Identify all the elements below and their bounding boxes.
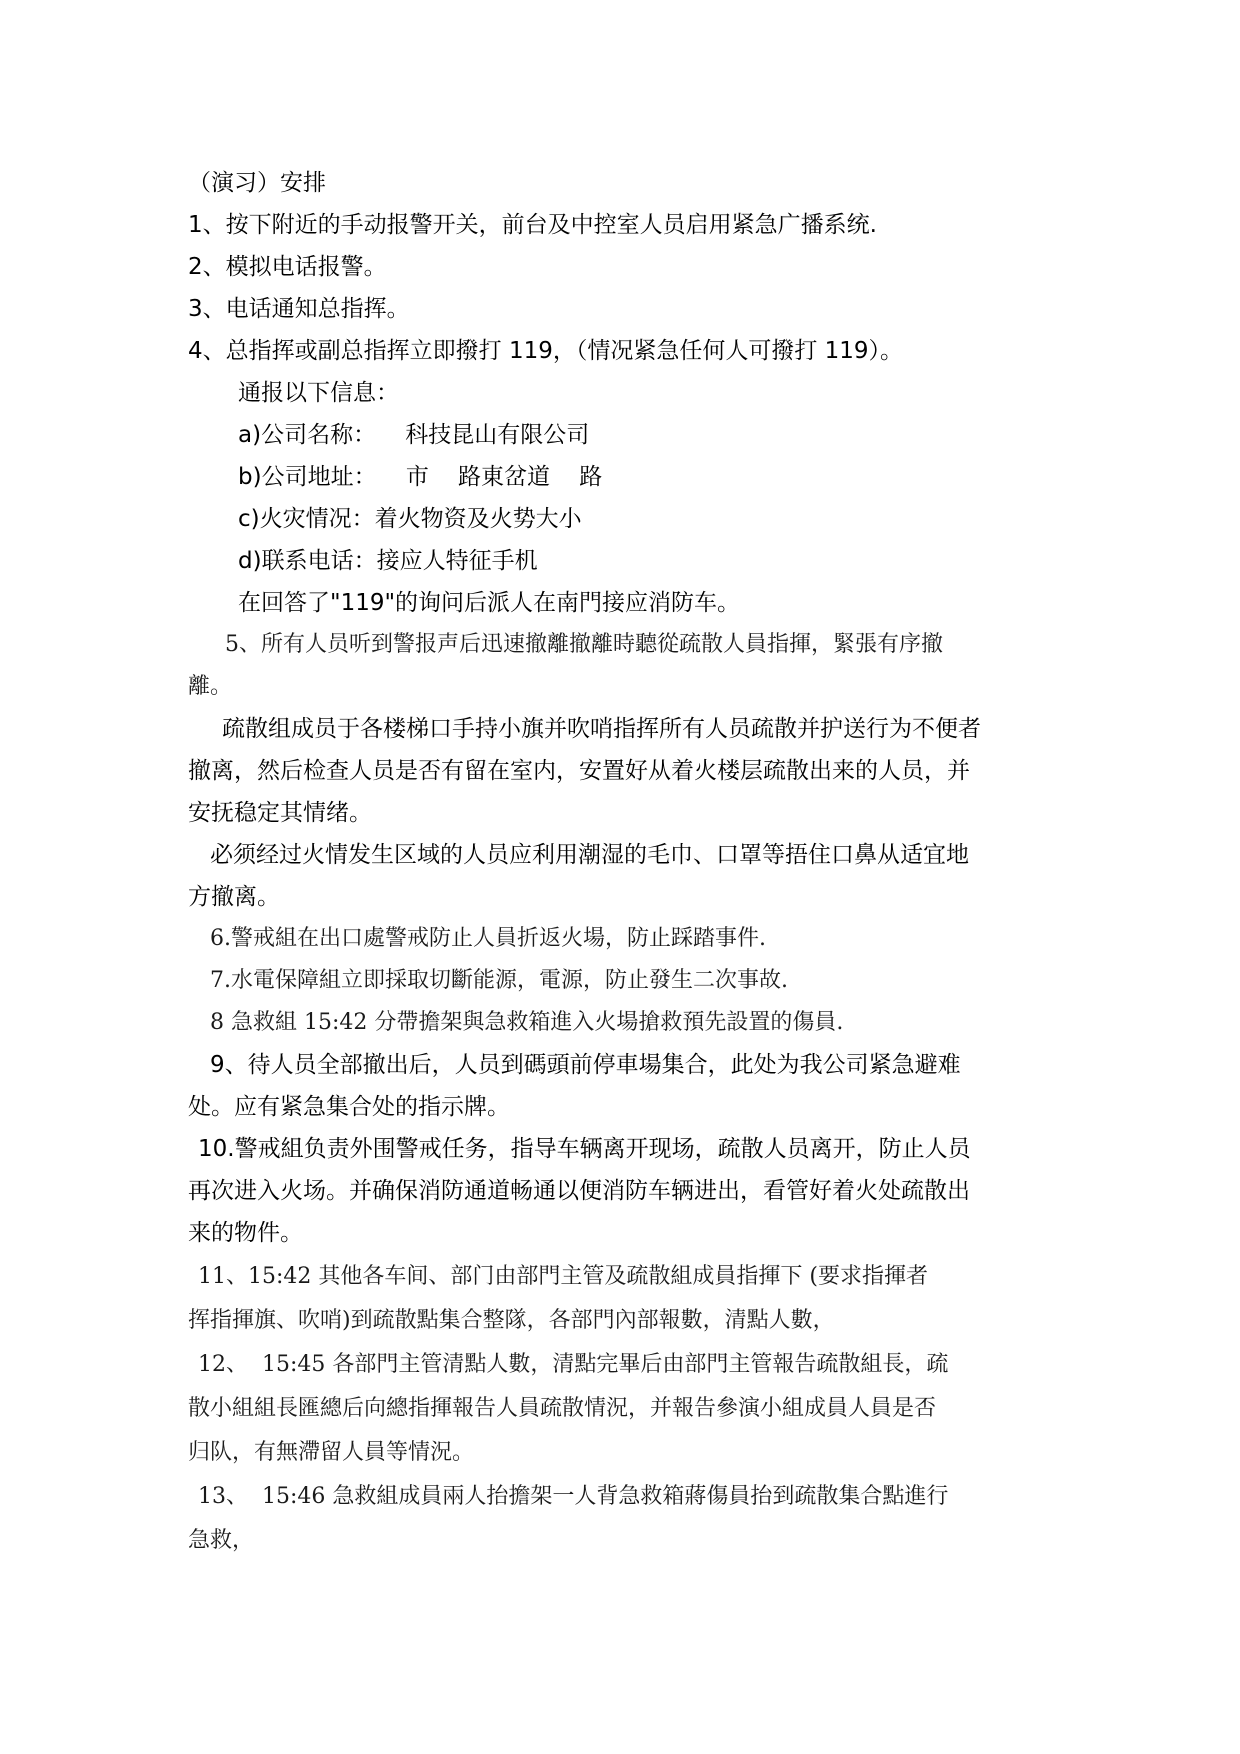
step-12-line-3: 归队，有無滯留人員等情況。 [188,1440,475,1465]
step-4: 4、总指挥或副总指挥立即撥打 119，（情况紧急任何人可撥打 119）。 [188,338,904,364]
step-2: 2、模拟电话报警。 [188,254,387,280]
step-1: 1、按下附近的手动报警开关，前台及中控室人员启用紧急广播系统. [188,212,877,238]
report-info-heading: 通报以下信息： [238,380,399,406]
report-contact-phone: d)联系电话：接应人特征手机 [238,548,538,574]
step-5-line-2: 離。 [188,674,233,699]
step-12-line-1: 12、 15:45 各部門主管清點人數，清點完畢后由部門主管報告疏散組長，疏 [198,1352,949,1377]
hazard-area-line-2: 方撤离。 [188,884,280,910]
step-5-line-1: 5、所有人员听到警报声后迅速撤離撤離時聽從疏散人員指揮，緊張有序撤 [225,632,943,657]
report-receive-truck: 在回答了"119"的询问后派人在南門接应消防车。 [238,590,741,616]
step-10-line-3: 来的物件。 [188,1220,303,1246]
step-11-line-1: 11、15:42 其他各车间、部门由部門主管及疏散組成員指揮下 (要求指揮者 [198,1264,928,1289]
step-3: 3、电话通知总指挥。 [188,296,410,322]
hazard-area-line-1: 必须经过火情发生区域的人员应利用潮湿的毛巾、口罩等捂住口鼻从适宜地 [210,842,969,868]
step-10-line-1: 10.警戒組负责外围警戒任务，指导车辆离开现场，疏散人员离开，防止人员 [198,1136,971,1162]
step-7: 7.水電保障組立即採取切斷能源，電源，防止發生二次事故. [210,968,788,993]
report-company-name: a)公司名称： 科技昆山有限公司 [238,422,590,448]
step-12-line-2: 散小組組長匯總后向總指揮報告人員疏散情況，并報告參演小組成員人員是否 [188,1396,937,1421]
step-10-line-2: 再次进入火场。并确保消防通道畅通以便消防车辆进出，看管好着火处疏散出 [188,1178,970,1204]
evacuation-team-line-2: 撤离，然后检查人员是否有留在室内，安置好从着火楼层疏散出来的人员，并 [188,758,970,784]
evacuation-team-line-1: 疏散组成员于各楼梯口手持小旗并吹哨指挥所有人员疏散并护送行为不便者 [222,716,981,742]
step-9-line-2: 处。应有紧急集合处的指示牌。 [188,1094,510,1120]
report-company-address: b)公司地址： 市 路東岔道 路 [238,464,603,490]
evacuation-team-line-3: 安抚稳定其情绪。 [188,800,372,826]
step-9-line-1: 9、待人员全部撤出后，人员到碼頭前停車場集合，此处为我公司紧急避难 [210,1052,961,1078]
step-8: 8 急救組 15:42 分帶擔架與急救箱進入火場搶救預先設置的傷員. [210,1010,844,1035]
section-title: （演习）安排 [188,170,326,196]
step-11-line-2: 挥指揮旗、吹哨)到疏散點集合整隊，各部門內部報數，清點人數， [188,1308,835,1333]
step-13-line-1: 13、 15:46 急救組成員兩人抬擔架一人背急救箱蔣傷員抬到疏散集合點進行 [198,1484,949,1509]
step-13-line-2: 急救， [188,1528,255,1553]
report-fire-situation: c)火灾情况：着火物资及火势大小 [238,506,582,532]
step-6: 6.警戒組在出口處警戒防止人員折返火場，防止踩踏事件. [210,926,766,951]
